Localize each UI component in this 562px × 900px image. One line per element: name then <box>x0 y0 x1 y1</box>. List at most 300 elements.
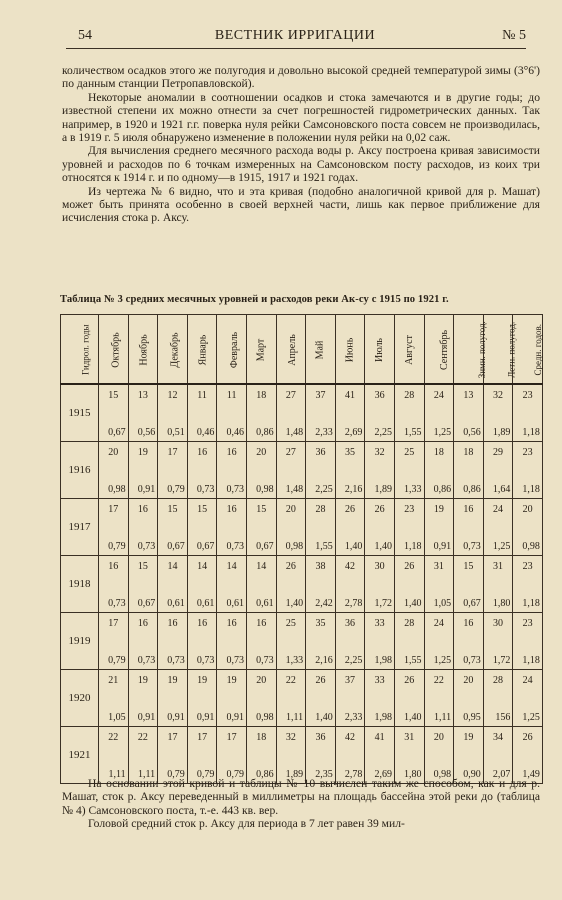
level-value: 23 <box>522 447 533 458</box>
level-value: 16 <box>226 447 237 458</box>
flow-value: 1,11 <box>138 769 156 780</box>
data-cell <box>217 727 247 784</box>
level-value: 18 <box>433 447 444 458</box>
month-column-header <box>483 315 516 385</box>
level-value: 16 <box>108 561 119 572</box>
data-cell <box>187 384 217 442</box>
flow-value: 0,98 <box>256 484 274 495</box>
level-value: 20 <box>285 504 296 515</box>
data-cell <box>187 670 217 727</box>
flow-value: 1,18 <box>522 427 540 438</box>
level-value: 37 <box>315 390 326 401</box>
data-cell <box>217 670 247 727</box>
data-cell <box>424 384 454 442</box>
level-value: 15 <box>197 504 208 515</box>
data-cell <box>158 384 188 442</box>
data-cell <box>513 499 543 556</box>
data-cell <box>335 442 365 499</box>
flow-value: 0,73 <box>226 655 244 666</box>
level-value: 42 <box>345 732 356 743</box>
flow-value: 0,90 <box>463 769 481 780</box>
flow-value: 0,86 <box>256 427 274 438</box>
flow-value: 2,25 <box>374 427 392 438</box>
month-column-header <box>246 315 276 385</box>
month-column-header <box>99 315 129 385</box>
column-header-label: Февраль <box>229 331 241 368</box>
level-value: 20 <box>522 504 533 515</box>
flow-value: 0,86 <box>463 484 481 495</box>
data-cell <box>454 499 484 556</box>
level-value: 17 <box>167 732 178 743</box>
data-cell <box>99 670 129 727</box>
flow-value: 1,11 <box>108 769 126 780</box>
level-value: 19 <box>463 732 474 743</box>
level-value: 18 <box>256 732 267 743</box>
data-cell <box>335 613 365 670</box>
paragraph: Для вычисления среднего месячного расхода воды р. Аксу построена кривая зависимости уровней и расходов по 6 точкам измеренных на Самсоновском посту расходов, из коих три относятся к 1914 г. и по одному—в 1915, 1917 и 1921 годах. <box>62 144 540 185</box>
column-header-label: Март <box>255 338 267 361</box>
flow-value: 1,05 <box>108 712 126 723</box>
level-value: 27 <box>285 447 296 458</box>
level-value: 17 <box>226 732 237 743</box>
level-value: 38 <box>315 561 326 572</box>
data-cell <box>454 442 484 499</box>
data-cell <box>187 556 217 613</box>
data-cell <box>394 442 424 499</box>
level-value: 14 <box>256 561 267 572</box>
level-value: 36 <box>374 390 385 401</box>
data-cell <box>276 727 306 784</box>
data-cell <box>483 727 513 784</box>
data-cell <box>276 384 306 442</box>
flow-value: 0,67 <box>137 598 156 609</box>
flow-value: 2,69 <box>374 769 392 780</box>
flow-value: 0,73 <box>137 541 156 552</box>
data-cell <box>335 727 365 784</box>
flow-value: 1,25 <box>522 712 540 723</box>
level-value: 16 <box>137 504 148 515</box>
flow-value: 0,61 <box>196 598 215 609</box>
column-header-label: Летн. полугод. <box>505 321 516 378</box>
level-value: 25 <box>404 447 415 458</box>
data-cell <box>306 727 336 784</box>
data-cell <box>246 556 276 613</box>
flow-value: 1,40 <box>285 598 304 609</box>
flow-value: 0,86 <box>256 769 274 780</box>
data-cell <box>217 442 247 499</box>
level-value: 37 <box>345 675 356 686</box>
flow-value: 0,67 <box>256 541 274 552</box>
level-value: 24 <box>522 675 533 686</box>
level-value: 26 <box>315 675 326 686</box>
level-value: 23 <box>522 561 533 572</box>
data-cell <box>483 556 513 613</box>
level-value: 23 <box>522 390 533 401</box>
data-cell <box>394 384 424 442</box>
level-value: 14 <box>197 561 208 572</box>
data-cell <box>128 670 158 727</box>
data-cell <box>217 613 247 670</box>
flow-value: 1,40 <box>344 541 363 552</box>
flow-value: 2,35 <box>315 769 333 780</box>
flow-value: 1,64 <box>492 484 511 495</box>
level-value: 28 <box>404 618 415 629</box>
data-cell <box>128 556 158 613</box>
column-header-label: Октябрь <box>110 331 122 368</box>
flow-value: 0,46 <box>196 427 215 438</box>
flow-value: 0,91 <box>433 541 452 552</box>
paragraph: Некоторые аномалии в соотношении осадков и стока замечаются и в другие годы; до известной степени их можно отнести за счет погрешностей гидрометрических данных. Так например, в 1920 и 1921 г.г. поверка нуля рейки Самсоновского поста совсем не производилась, а в 1919 г. 5 июля обнаружено изменение в положении нуля рейки на 0,02 саж. <box>62 90 540 145</box>
header-rule <box>66 48 526 49</box>
data-cell <box>276 670 306 727</box>
column-header-label: Декабрь <box>169 331 181 368</box>
flow-value: 0,73 <box>226 541 244 552</box>
flow-value: 1,55 <box>315 541 333 552</box>
column-header-label: Май <box>314 340 326 359</box>
level-value: 26 <box>345 504 356 515</box>
page-number: 54 <box>78 28 92 43</box>
level-value: 26 <box>374 504 385 515</box>
level-value: 33 <box>374 675 385 686</box>
table-row <box>61 727 543 784</box>
data-cell <box>513 384 543 442</box>
level-value: 18 <box>256 390 267 401</box>
data-cell <box>306 670 336 727</box>
flow-value: 1,48 <box>285 484 304 495</box>
level-value: 26 <box>404 675 415 686</box>
level-value: 16 <box>463 618 474 629</box>
data-cell <box>128 499 158 556</box>
level-value: 16 <box>197 447 208 458</box>
level-value: 14 <box>226 561 237 572</box>
flow-value: 0,67 <box>196 541 215 552</box>
level-value: 18 <box>463 447 474 458</box>
level-value: 28 <box>493 675 504 686</box>
flow-value: 1,48 <box>285 427 304 438</box>
column-header-label: Июнь <box>344 337 356 362</box>
flow-value: 0,73 <box>463 655 481 666</box>
column-header-label: Ноябрь <box>138 333 150 366</box>
data-cell <box>187 499 217 556</box>
level-value: 16 <box>226 504 237 515</box>
flow-value: 1,72 <box>492 655 511 666</box>
data-cell <box>454 670 484 727</box>
data-cell <box>365 727 395 784</box>
column-header-label: Июль <box>373 337 385 362</box>
flow-value: 1,80 <box>492 598 511 609</box>
level-value: 27 <box>285 390 296 401</box>
data-cell <box>99 727 129 784</box>
flow-value: 1,18 <box>522 598 540 609</box>
level-value: 20 <box>463 675 474 686</box>
flow-value: 1,33 <box>285 655 304 666</box>
flow-value: 0,73 <box>167 655 185 666</box>
flow-value: 2,78 <box>344 769 363 780</box>
flow-value: 0,61 <box>256 598 274 609</box>
data-cell <box>187 727 217 784</box>
level-value: 20 <box>256 447 267 458</box>
year-cell: 1920 <box>61 670 99 727</box>
month-column-header <box>158 315 188 385</box>
flow-value: 2,69 <box>344 427 363 438</box>
data-cell <box>513 442 543 499</box>
flow-value: 2,25 <box>315 484 333 495</box>
flow-value: 1,89 <box>492 427 511 438</box>
flow-value: 0,79 <box>226 769 244 780</box>
table-row <box>61 556 543 613</box>
body-text-top <box>62 64 540 225</box>
month-column-header <box>394 315 424 385</box>
flow-value: 0,46 <box>226 427 244 438</box>
flow-value: 0,98 <box>256 712 274 723</box>
data-cell <box>158 442 188 499</box>
flow-value: 0,79 <box>167 484 185 495</box>
flow-value: 2,16 <box>315 655 333 666</box>
level-value: 22 <box>108 732 119 743</box>
data-cell <box>158 613 188 670</box>
data-cell <box>217 556 247 613</box>
data-cell <box>365 384 395 442</box>
data-cell <box>187 442 217 499</box>
data-cell <box>128 384 158 442</box>
data-cell <box>246 727 276 784</box>
flow-value: 1,49 <box>522 769 540 780</box>
level-value: 32 <box>493 390 504 401</box>
data-cell <box>306 442 336 499</box>
level-value: 16 <box>167 618 178 629</box>
month-column-header <box>335 315 365 385</box>
data-cell <box>483 384 513 442</box>
flow-value: 0,73 <box>196 484 215 495</box>
flow-value: 0,91 <box>137 484 156 495</box>
level-value: 36 <box>315 732 326 743</box>
flow-value: 1,11 <box>433 712 452 723</box>
data-cell <box>365 442 395 499</box>
year-cell: 1919 <box>61 613 99 670</box>
flow-value: 1,40 <box>374 541 392 552</box>
flow-value: 1,11 <box>286 712 304 723</box>
data-cell <box>424 727 454 784</box>
table-row <box>61 499 543 556</box>
level-value: 36 <box>315 447 326 458</box>
data-cell <box>246 384 276 442</box>
flow-value: 1,05 <box>433 598 452 609</box>
flow-value: 0,86 <box>433 484 452 495</box>
data-cell <box>128 613 158 670</box>
flow-value: 0,79 <box>108 655 126 666</box>
issue-number: № 5 <box>502 28 526 43</box>
flow-value: 0,91 <box>137 712 156 723</box>
flow-value: 1,25 <box>492 541 511 552</box>
data-cell <box>335 384 365 442</box>
data-cell <box>187 613 217 670</box>
data-cell <box>335 556 365 613</box>
data-cell <box>99 384 129 442</box>
level-value: 24 <box>493 504 504 515</box>
table-row <box>61 613 543 670</box>
flow-value: 0,73 <box>463 541 481 552</box>
flow-value: 156 <box>495 712 511 723</box>
data-cell <box>365 556 395 613</box>
data-cell <box>276 499 306 556</box>
data-cell <box>99 613 129 670</box>
level-value: 17 <box>197 732 208 743</box>
level-value: 25 <box>285 618 296 629</box>
data-cell <box>424 499 454 556</box>
month-column-header <box>187 315 217 385</box>
column-header-label: Средн. годов. <box>533 323 544 376</box>
data-cell <box>394 670 424 727</box>
level-value: 34 <box>493 732 504 743</box>
flow-value: 0,56 <box>463 427 481 438</box>
level-value: 15 <box>137 561 148 572</box>
column-header-label: Апрель <box>286 333 298 366</box>
body-text-bottom <box>62 777 540 831</box>
paragraph: количеством осадков этого же полугодия и довольно высокой средней температурой зимы (3°6') по данным станции Петропавловской). <box>62 64 540 91</box>
level-value: 32 <box>285 732 296 743</box>
flow-value: 1,89 <box>374 484 392 495</box>
data-cell <box>454 556 484 613</box>
flow-value: 1,40 <box>315 712 333 723</box>
flow-value: 1,25 <box>433 655 452 666</box>
level-value: 20 <box>256 675 267 686</box>
journal-title: ВЕСТНИК ИРРИГАЦИИ <box>214 28 376 43</box>
month-column-header <box>365 315 395 385</box>
data-cell <box>454 613 484 670</box>
flow-value: 1,98 <box>374 655 392 666</box>
flow-value: 1,18 <box>522 484 540 495</box>
flow-value: 1,18 <box>522 655 540 666</box>
month-column-header <box>217 315 247 385</box>
flow-value: 2,33 <box>315 427 333 438</box>
data-cell <box>394 613 424 670</box>
month-column-header <box>306 315 336 385</box>
data-cell <box>246 442 276 499</box>
level-value: 35 <box>315 618 326 629</box>
data-cell <box>513 670 543 727</box>
data-cell <box>158 670 188 727</box>
level-value: 21 <box>108 675 119 686</box>
level-value: 23 <box>404 504 415 515</box>
year-cell: 1916 <box>61 442 99 499</box>
level-value: 41 <box>374 732 385 743</box>
level-value: 14 <box>167 561 178 572</box>
level-value: 36 <box>345 618 356 629</box>
level-value: 16 <box>256 618 267 629</box>
level-value: 24 <box>433 618 444 629</box>
data-cell <box>128 442 158 499</box>
data-cell <box>424 442 454 499</box>
flow-value: 0,95 <box>463 712 481 723</box>
data-cell <box>365 499 395 556</box>
levels-flows-table <box>60 314 543 784</box>
flow-value: 2,78 <box>344 598 363 609</box>
level-value: 19 <box>137 447 148 458</box>
level-value: 22 <box>285 675 296 686</box>
flow-value: 1,40 <box>404 598 422 609</box>
level-value: 12 <box>167 390 178 401</box>
flow-value: 0,98 <box>108 484 126 495</box>
data-cell <box>424 556 454 613</box>
running-header <box>60 24 530 46</box>
data-cell <box>454 384 484 442</box>
level-value: 19 <box>167 675 178 686</box>
data-cell <box>217 499 247 556</box>
level-value: 19 <box>226 675 237 686</box>
level-value: 15 <box>463 561 474 572</box>
month-column-header <box>454 315 487 385</box>
column-header-label: Январь <box>197 334 209 365</box>
level-value: 24 <box>433 390 444 401</box>
year-column-header <box>61 315 99 385</box>
level-value: 31 <box>433 561 444 572</box>
level-value: 11 <box>197 390 207 401</box>
flow-value: 0,73 <box>137 655 156 666</box>
level-value: 28 <box>404 390 415 401</box>
flow-value: 0,79 <box>108 541 126 552</box>
flow-value: 0,79 <box>167 769 185 780</box>
level-value: 17 <box>108 504 119 515</box>
data-cell <box>246 499 276 556</box>
level-value: 26 <box>522 732 533 743</box>
level-value: 16 <box>197 618 208 629</box>
data-cell <box>276 556 306 613</box>
flow-value: 0,67 <box>108 427 126 438</box>
flow-value: 1,72 <box>374 598 392 609</box>
level-value: 22 <box>137 732 148 743</box>
flow-value: 1,18 <box>404 541 422 552</box>
data-cell <box>246 670 276 727</box>
level-value: 35 <box>345 447 356 458</box>
year-cell: 1918 <box>61 556 99 613</box>
data-cell <box>483 499 513 556</box>
level-value: 26 <box>404 561 415 572</box>
table-body <box>61 384 543 784</box>
data-cell <box>306 499 336 556</box>
data-cell <box>483 442 513 499</box>
data-cell <box>424 613 454 670</box>
data-cell <box>217 384 247 442</box>
level-value: 16 <box>226 618 237 629</box>
data-cell <box>454 727 484 784</box>
column-header-label: Сентябрь <box>438 329 450 370</box>
month-column-header <box>276 315 306 385</box>
data-cell <box>394 499 424 556</box>
flow-value: 0,56 <box>137 427 156 438</box>
table-header-row <box>61 315 543 385</box>
flow-value: 1,89 <box>285 769 304 780</box>
data-cell <box>513 613 543 670</box>
level-value: 22 <box>433 675 444 686</box>
level-value: 17 <box>167 447 178 458</box>
level-value: 15 <box>108 390 119 401</box>
level-value: 23 <box>522 618 533 629</box>
flow-value: 1,40 <box>404 712 422 723</box>
flow-value: 1,55 <box>404 427 422 438</box>
level-value: 20 <box>433 732 444 743</box>
flow-value: 2,16 <box>344 484 363 495</box>
data-cell <box>158 727 188 784</box>
flow-value: 0,91 <box>196 712 215 723</box>
month-column-header <box>424 315 454 385</box>
data-cell <box>246 613 276 670</box>
data-cell <box>158 499 188 556</box>
flow-value: 0,73 <box>256 655 274 666</box>
level-value: 13 <box>463 390 474 401</box>
level-value: 31 <box>404 732 415 743</box>
flow-value: 2,25 <box>344 655 363 666</box>
level-value: 20 <box>108 447 119 458</box>
